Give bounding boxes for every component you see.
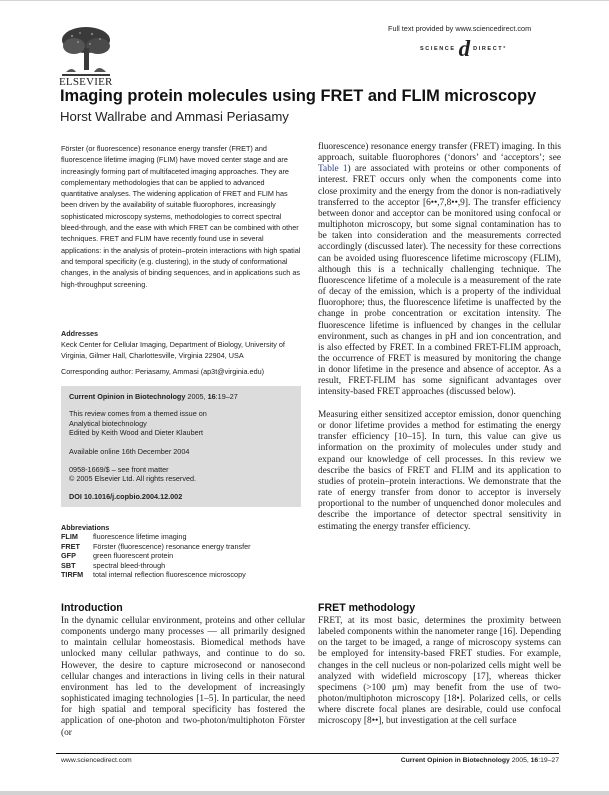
footer-journal-name: Current Opinion in Biotechnology bbox=[400, 757, 510, 764]
abbreviation-key: GFP bbox=[61, 551, 76, 561]
bottom-border bbox=[0, 791, 609, 795]
introduction-heading: Introduction bbox=[61, 602, 123, 614]
table-1-link[interactable]: Table 1 bbox=[318, 164, 348, 175]
abbreviation-row bbox=[61, 542, 311, 552]
top-border bbox=[0, 0, 609, 1]
issn-line: 0958-1669/$ – see front matter bbox=[69, 465, 169, 474]
available-online: Available online 16th December 2004 bbox=[69, 447, 190, 456]
abbreviation-key: FLIM bbox=[61, 532, 78, 541]
introduction-body bbox=[61, 616, 305, 739]
article-authors: Horst Wallrabe and Ammasi Periasamy bbox=[60, 109, 289, 124]
elsevier-tree-logo-icon bbox=[60, 24, 112, 84]
footer-year: 2005, bbox=[509, 757, 531, 764]
provided-by-link[interactable]: Full text provided by www.sciencedirect.com bbox=[388, 24, 532, 33]
abbreviations-list bbox=[61, 532, 311, 580]
sd-logo-right-text: DIRECT° bbox=[473, 46, 508, 52]
copyright-line: © 2005 Elsevier Ltd. All rights reserved. bbox=[69, 474, 197, 483]
footer-divider bbox=[56, 753, 559, 754]
introduction-text: In the dynamic cellular environment, proteins and other cellular components undergo many processes — all primarily designed to maintain cellular homeostasis. Biomedical methods have unlocked many cellular pathways, and continue to do so. However, the desire to capture microsecond or nanosecond cellular changes and interactions in living cells in their natural environment has led to the development of increasingly sophisticated imaging technologies [1–5]. In particular, the need for high spatial and temporal specificity has fostered the application of one-photon and two-photon/multiphoton Förster (or bbox=[61, 616, 305, 738]
fret-methodology-body bbox=[318, 616, 561, 728]
abbreviation-row bbox=[61, 551, 311, 561]
abstract bbox=[61, 143, 301, 290]
abbreviations-heading: Abbreviations bbox=[61, 523, 110, 532]
addresses-heading: Addresses bbox=[61, 329, 99, 338]
journal-name: Current Opinion in Biotechnology bbox=[69, 392, 186, 401]
abbreviation-row bbox=[61, 570, 311, 580]
sciencedirect-logo bbox=[420, 36, 508, 61]
paragraph-text: ) are associated with proteins or other components of interest. FRET occurs only when the components come into close proximity and the energy from the donor is non-radiatively transferred to the acceptor [6••,7,8••,9]. The transfer efficiency between donor and acceptor can be monitored using confocal or multiphoton microscopy, but some signal contamination has to be taken into consideration and the measurements corrected accordingly (discussed later). The necessity for these corrections can be avoided using fluorescence lifetime microscopy (FLIM), although this is a technically challenging technique. The fluorescence lifetime of a molecule is a measurement of the rate of decay of the emission, which is a property of the individual fluorophore; thus, the fluorescence lifetime is unaffected by the change in probe concentration or excitation intensity. The fluorescence lifetime is influenced by changes in the cellular environment, such as changes in pH and ion concentration, and is also effected by FRET. In a combined FRET-FLIM approach, the occurrence of FRET is measured by monitoring the change in donor lifetime in the presence and absence of acceptor. As a result, FRET-FLIM has some significant advantages over intensity-based FRET approaches (discussed below). bbox=[318, 164, 561, 398]
abbreviation-key: FRET bbox=[61, 541, 80, 551]
themed-issue-line-2: Analytical biotechnology bbox=[69, 419, 147, 428]
abbreviation-value: fluorescence lifetime imaging bbox=[93, 532, 187, 541]
publisher-logo-text: ELSEVIER bbox=[59, 76, 113, 88]
column2-paragraph-1 bbox=[318, 142, 561, 399]
sd-logo-left-text: SCIENCE bbox=[420, 46, 456, 52]
footer-citation bbox=[401, 757, 559, 764]
abbreviation-value: spectral bleed-through bbox=[93, 560, 166, 570]
abbreviation-value: Förster (fluorescence) resonance energy transfer bbox=[93, 541, 251, 551]
doi-link[interactable]: DOI 10.1016/j.copbio.2004.12.002 bbox=[69, 492, 183, 501]
fret-methodology-heading: FRET methodology bbox=[318, 602, 416, 614]
abbreviation-value: total internal reflection fluorescence microscopy bbox=[93, 570, 246, 580]
themed-issue-line-3: Edited by Keith Wood and Dieter Klaubert bbox=[69, 428, 204, 437]
footer-pages: :19–27 bbox=[538, 757, 559, 764]
journal-info-box bbox=[61, 386, 301, 507]
journal-pages: :19–27 bbox=[215, 392, 238, 401]
journal-volume: 16 bbox=[207, 392, 216, 401]
footer-volume: 16 bbox=[530, 757, 539, 764]
abbreviation-row bbox=[61, 561, 311, 571]
themed-issue-line-1: This review comes from a themed issue on bbox=[69, 409, 207, 418]
abbreviation-value: green fluorescent protein bbox=[93, 551, 174, 561]
sd-at-icon: d bbox=[458, 36, 471, 61]
abbreviation-row bbox=[61, 532, 311, 542]
paragraph-text: Measuring either sensitized acceptor emission, donor quenching or donor lifetime provides a method for estimating the energy transfer efficiency [10–15]. In turn, this value can give us information on the proximity of molecules under study and expand our knowledge of cell processes. In this review we describe the basics of FRET and FLIM and its application to studies of protein–protein interactions. We demonstrate that the rate of energy transfer from donor to acceptor is inversely proportional to the number of unquenched donor molecules and describe the importance of detector spectral sensitivity in estimating the energy transfer efficiency. bbox=[318, 410, 561, 532]
addresses-text: Keck Center for Cellular Imaging, Department of Biology, University of Virginia, Gilmer Hall, Charlottesville, Virginia 22904, USA bbox=[61, 340, 285, 361]
paragraph-text: fluorescence) resonance energy transfer (FRET) imaging. In this approach, suitable fluorophores (‘donors’ and ‘acceptors’; see bbox=[318, 142, 561, 164]
fret-methodology-text: FRET, at its most basic, determines the proximity between labeled components within the nanometer range [16]. Depending on the target to be imaged, a range of microscopy systems can be employed for intensity-based FRET studies. For example, changes in the cell nucleus or non-polarized cells might well be analyzed with widefield microscopy [17], whereas thicker specimens (>100 μm) may benefit from the use of two-photon/multiphoton microscopy [18•]. Polarized cells, or cells where discrete focal planes are desirable, could use confocal microscopy [8••], but investigation at the cell surface bbox=[318, 616, 561, 727]
journal-year: 2005, bbox=[185, 392, 208, 401]
footer-sciencedirect-link[interactable]: www.sciencedirect.com bbox=[61, 757, 132, 764]
column2-paragraph-2 bbox=[318, 410, 561, 533]
corresponding-author: Corresponding author: Periasamy, Ammasi (ap3t@virginia.edu) bbox=[61, 367, 265, 376]
journal-citation bbox=[69, 391, 238, 402]
abstract-text: Förster (or fluorescence) resonance energy transfer (FRET) and fluorescence lifetime imaging (FLIM) have moved center stage and are increasingly forming part of multifaceted imaging approaches. They are complementary methodologies that can be applied to advanced quantitative analyses. The widening application of FRET and FLIM has been driven by the availability of suitable fluorophores, increasingly sophisticated microscopy systems, methodologies to correct spectral bleed-through, and the ease with which FRET can be combined with other techniques. FRET and FLIM have recently found use in several applications: in the analysis of protein–protein interactions with high spatial and temporal specificity (e.g. clustering), in the study of conformational changes, in the analysis of binding sequences, and in applications such as high-throughput screening. bbox=[61, 144, 301, 289]
article-title: Imaging protein molecules using FRET and FLIM microscopy bbox=[60, 87, 537, 105]
abbreviation-key: SBT bbox=[61, 560, 76, 570]
abbreviation-key: TIRFM bbox=[61, 570, 84, 580]
